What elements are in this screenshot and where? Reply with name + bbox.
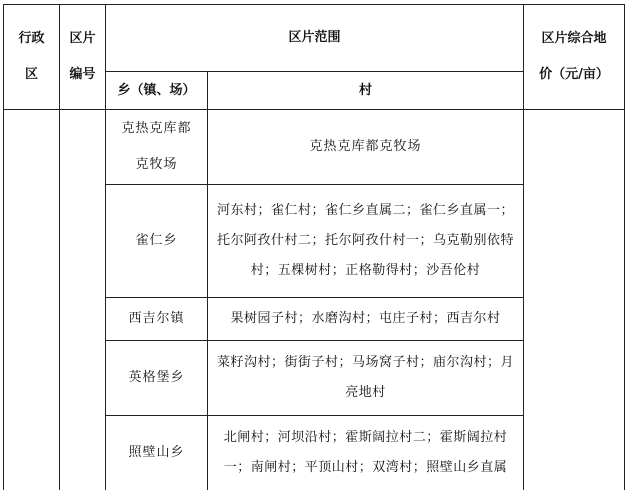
header-zone-number [60, 5, 106, 110]
township-cell: 西吉尔镇 [106, 298, 208, 341]
township-cell [106, 110, 208, 185]
header-district-line1: 行政 [18, 31, 45, 46]
header-price-line2: 价（元/亩） [539, 67, 609, 82]
village-cell: 克热克库都克牧场 [208, 110, 524, 185]
header-zone-range: 区片范围 [106, 5, 524, 72]
zone-number-cell [60, 110, 106, 490]
header-price-line1: 区片综合地 [541, 31, 607, 46]
table-row [4, 110, 625, 185]
header-district [4, 5, 60, 110]
township-line1: 克热克库都 [121, 121, 192, 136]
township-cell: 英格堡乡 [106, 341, 208, 416]
header-composite-price [524, 5, 625, 110]
header-zone-number-line2: 编号 [69, 67, 96, 82]
header-township: 乡（镇、场） [106, 72, 208, 110]
township-cell: 雀仁乡 [106, 185, 208, 298]
district-cell [4, 110, 60, 490]
land-price-table [3, 4, 625, 490]
township-cell: 照壁山乡 [106, 416, 208, 490]
header-zone-number-line1: 区片 [69, 31, 96, 46]
header-row-1 [4, 5, 625, 72]
header-district-line2: 区 [24, 67, 38, 82]
village-cell: 果树园子村；水磨沟村；屯庄子村；西吉尔村 [208, 298, 524, 341]
village-cell: 河东村；雀仁村；雀仁乡直属二；雀仁乡直属一；托尔阿孜什村二；托尔阿孜什村一；乌克勒别依特村；五棵树村；正格勒得村；沙吾伦村 [208, 185, 524, 298]
header-village: 村 [208, 72, 524, 110]
village-cell: 北闸村；河坝沿村；霍斯阔拉村二；霍斯阔拉村一；南闸村；平顶山村；双湾村；照壁山乡直属 [208, 416, 524, 490]
price-cell [524, 110, 625, 490]
township-line2: 克牧场 [135, 157, 178, 172]
village-cell: 菜籽沟村；街街子村；马场窝子村；庙尔沟村；月亮地村 [208, 341, 524, 416]
document-page [3, 4, 625, 490]
